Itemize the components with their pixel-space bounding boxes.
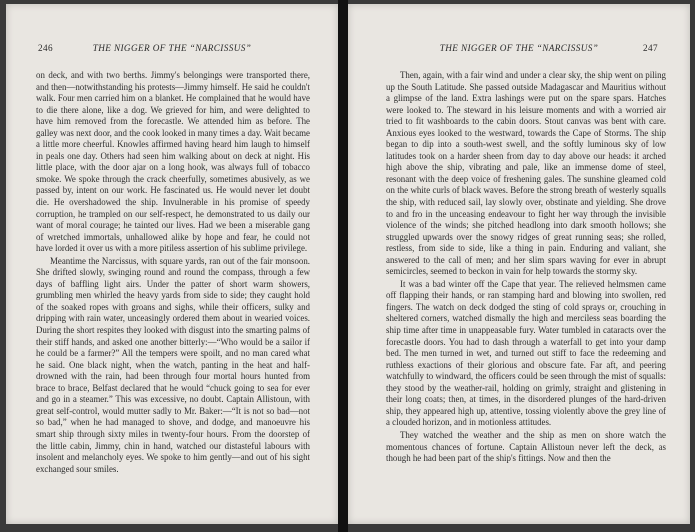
page-number: 246: [38, 43, 53, 53]
page-number: 247: [643, 43, 658, 53]
right-page-header: [348, 43, 690, 55]
left-page: [6, 4, 340, 524]
paragraph: on deck, and with two berths. Jimmy's belongings were transported there, and then—notwithstanding his protests—Jimmy himself. He said he couldn't walk. Four men carried him on a blanket. He complained that he would have to die there alone, like a dog. We grieved for him, and were delighted to have him removed from the forecastle. We attended him as before. The galley was next door, and the cook looked in many times a day. Wait became a little more cheerful. Knowles affirmed having heard him laugh to himself in peals one day. Others had seen him walking about on deck at night. His little place, with the door ajar on a long hook, was always full of tobacco smoke. We spoke through the crack cheerfully, sometimes abusively, as we passed by, intent on our work. He fascinated us. He would never let doubt die. He overshadowed the ship. Invulnerable in his promise of speedy corruption, he trampled on our self-respect, he demonstrated to us daily our want of moral courage; he tainted our lives. Had we been a miserable gang of wretched immortals, unhallowed alike by hope and fear, he could not have lorded it over us with a more pitiless assertion of his sublime privilege.: [36, 70, 310, 254]
paragraph: Meantime the Narcissus, with square yards, ran out of the fair monsoon. She drifted slowly, swinging round and round the compass, through a few days of baffling light airs. Under the patter of short warm showers, grumbling men whirled the heavy yards from side to side; they caught hold of the soaked ropes with groans and sighs, while their officers, sulky and dripping with rain water, unceasingly ordered them about in wearied voices. During the short respites they looked with disgust into the smarting palms of their stiff hands, and asked one another bitterly:—“Who would be a sailor if he could be a farmer?” All the tempers were spoilt, and no man cared what he said. One black night, when the watch, panting in the heat and half-drowned with the rain, had been through four mortal hours hunted from brace to brace, Belfast declared that he would “chuck going to sea for ever and go in a steamer.” This was excessive, no doubt. Captain Allistoun, with great self-control, would mutter sadly to Mr. Baker:—“It is not so bad—not so bad,” when he had managed to shove, and dodge, and manoeuvre his smart ship through sixty miles in twenty-four hours. From the doorstep of the little cabin, Jimmy, chin in hand, watched our distasteful labours with insolent and melancholy eyes. We spoke to him gently—and out of his sight exchanged sour smiles.: [36, 255, 310, 474]
left-page-header: [6, 43, 338, 55]
running-head: THE NIGGER OF THE “NARCISSUS”: [439, 43, 599, 53]
paragraph: Then, again, with a fair wind and under a clear sky, the ship went on piling up the South Latitude. She passed outside Madagascar and Mauritius without a glimpse of the land. Extra lashings were put on the spare spars. Hatches were looked to. The steward in his leisure moments and with a worried air tried to fit washboards to the cabin doors. Stout canvas was bent with care. Anxious eyes looked to the westward, towards the Cape of Storms. The ship began to dip into a south-west swell, and the softly luminous sky of low latitudes took on a harder sheen from day to day above our heads: it arched high above the ship, vibrating and pale, like an immense dome of steel, resonant with the deep voice of freshening gales. The sunshine gleamed cold on the white curls of black waves. Before the strong breath of westerly squalls the ship, with reduced sail, lay slowly over, obstinate and yielding. She drove to and fro in the unceasing endeavour to fight her way through the invisible violence of the winds; she pitched headlong into dark smooth hollows; she struggled upwards over the snowy ridges of great running seas; she rolled, restless, from side to side, like a thing in pain. Enduring and valiant, she answered to the call of men; and her slim spars waving for ever in abrupt semicircles, seemed to beckon in vain for help towards the stormy sky.: [386, 70, 666, 277]
left-page-body: [36, 70, 310, 475]
right-page: [348, 4, 690, 524]
paragraph: It was a bad winter off the Cape that year. The relieved helmsmen came off flapping their hands, or ran stamping hard and blowing into swollen, red fingers. The watch on deck dodged the sting of cold sprays or, crouching in sheltered corners, watched dismally the high and merciless seas boarding the ship time after time in unappeasable fury. Water tumbled in cataracts over the forecastle doors. You had to dash through a waterfall to get into your damp bed. The men turned in wet, and turned out stiff to face the redeeming and ruthless exactions of their glorious and obscure fate. Far aft, and peering watchfully to windward, the officers could be seen through the mist of squalls: they stood by the weather-rail, holding on grimly, straight and glistening in their long coats; then, at times, in the disordered plunges of the hard-driven ship, they appeared high up, attentive, tossing violently above the grey line of a clouded horizon, and in motionless attitudes.: [386, 278, 666, 428]
right-page-body: [386, 70, 666, 465]
book-gutter: [338, 0, 348, 532]
running-head: THE NIGGER OF THE “NARCISSUS”: [92, 43, 252, 53]
paragraph: They watched the weather and the ship as men on shore watch the momentous chances of fortune. Captain Allistoun never left the deck, as though he had been part of the ship's fittings. Now and then the: [386, 429, 666, 464]
